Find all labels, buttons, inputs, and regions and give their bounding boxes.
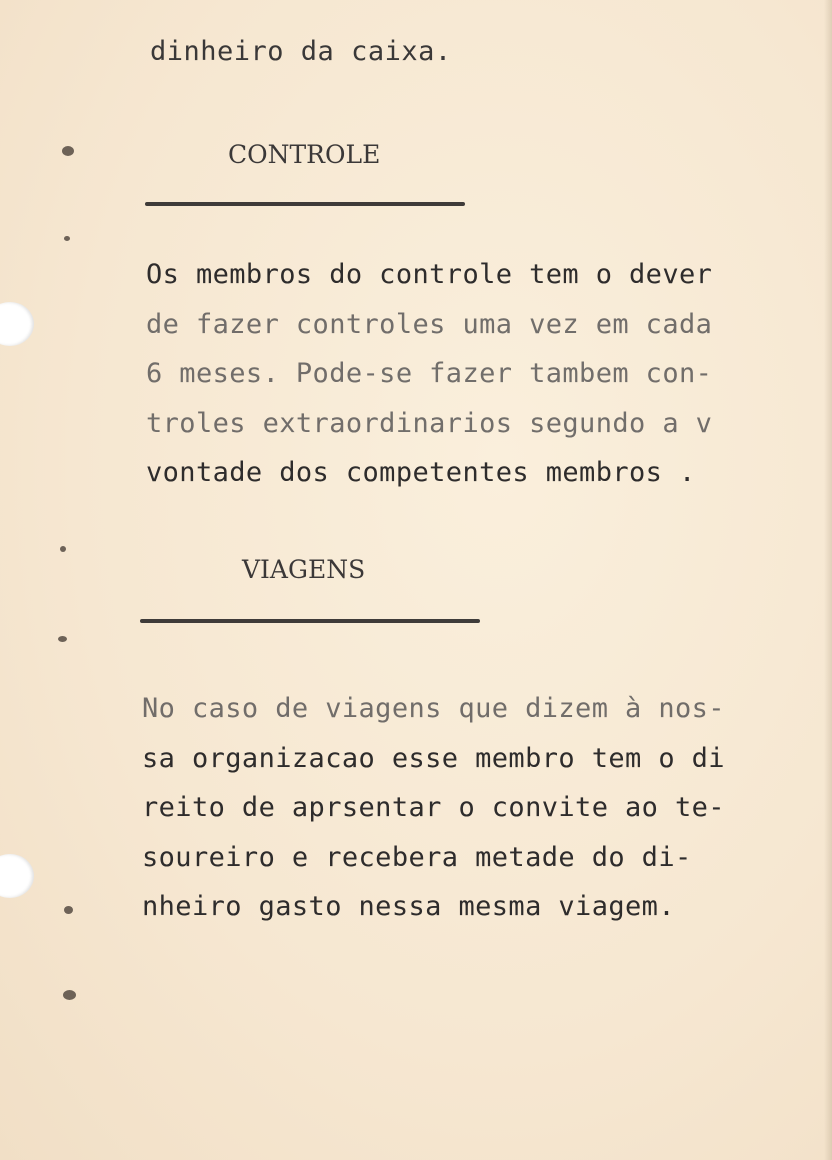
paragraph-line: de fazer controles uma vez em cada bbox=[146, 308, 713, 340]
ink-speck bbox=[60, 546, 66, 552]
ink-speck bbox=[64, 906, 73, 914]
paragraph-viagens bbox=[142, 684, 725, 932]
paragraph-line: 6 meses. Pode-se fazer tambem con- bbox=[146, 358, 713, 389]
section-heading-viagens: VIAGENS bbox=[242, 555, 366, 584]
ink-speck bbox=[58, 636, 67, 642]
punch-hole bbox=[0, 854, 34, 898]
ink-speck bbox=[64, 236, 70, 241]
punch-hole bbox=[0, 302, 34, 346]
paragraph-line: nheiro gasto nessa mesma viagem. bbox=[142, 891, 675, 922]
paragraph-line: vontade dos competentes membros . bbox=[146, 457, 696, 488]
paragraph-line: No caso de viagens que dizem à nos- bbox=[142, 693, 725, 724]
paragraph-line: Os membros do controle tem o dever bbox=[146, 259, 713, 290]
page-edge-shadow bbox=[824, 0, 832, 1160]
heading-underline bbox=[140, 619, 480, 623]
paragraph-line: troles extraordinarios segundo a v bbox=[146, 407, 713, 439]
paragraph-line: sa organizacao esse membro tem o di bbox=[142, 742, 725, 774]
section-heading-controle: CONTROLE bbox=[228, 140, 381, 169]
paragraph-controle bbox=[146, 250, 712, 498]
continued-sentence: dinheiro da caixa. bbox=[150, 36, 452, 67]
heading-underline bbox=[145, 202, 465, 206]
paragraph-line: soureiro e recebera metade do di- bbox=[142, 841, 692, 873]
ink-speck bbox=[63, 990, 76, 1000]
ink-speck bbox=[62, 146, 74, 156]
paragraph-line: reito de aprsentar o convite ao te- bbox=[142, 792, 725, 823]
